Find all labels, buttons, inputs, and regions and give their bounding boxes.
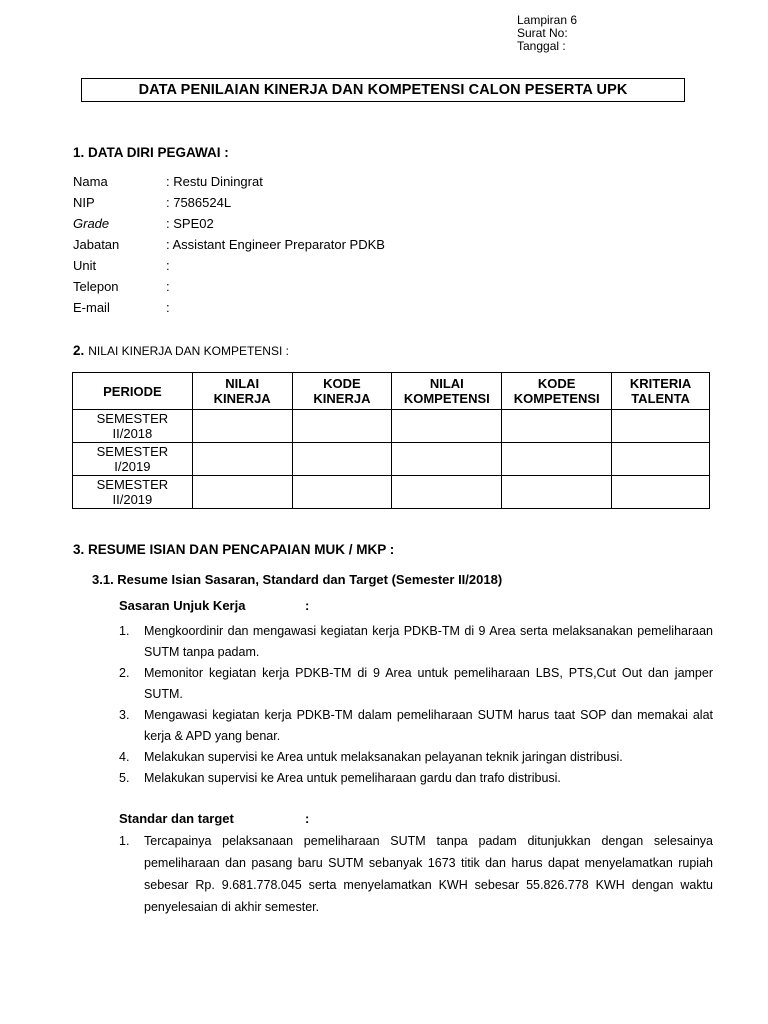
field-label: Jabatan: [73, 237, 120, 252]
section3-1-heading: 3.1. Resume Isian Sasaran, Standard dan Target (Semester II/2018): [92, 572, 503, 587]
list-item: 5. Melakukan supervisi ke Area untuk pemeliharaan gardu dan trafo distribusi.: [119, 771, 561, 785]
list-item: 1. Mengkoordinir dan mengawasi kegiatan kerja PDKB-TM di 9 Area serta melaksanakan pemeliharaan SUTM tanpa padam.: [119, 624, 713, 659]
lampiran-text: Lampiran 6: [517, 13, 578, 27]
section3-heading: 3. RESUME ISIAN DAN PENCAPAIAN MUK / MKP :: [73, 542, 395, 557]
column-header-kode-kinerja: KODE KINERJA: [292, 373, 392, 410]
empty-cell: [502, 410, 612, 443]
column-header-nilai-kompetensi: NILAI KOMPETENSI: [392, 373, 502, 410]
field-label: Grade: [73, 216, 110, 231]
sasaran-list: [119, 621, 713, 789]
empty-cell: [192, 476, 292, 509]
field-value: : SPE02: [166, 216, 214, 231]
section2-number: 2.: [73, 343, 85, 358]
empty-cell: [502, 443, 612, 476]
table-header-row: [73, 373, 710, 410]
field-label: Unit: [73, 258, 97, 273]
column-header-periode: PERIODE: [73, 373, 193, 410]
periode-cell: SEMESTER II/2019: [73, 476, 193, 509]
empty-cell: [292, 443, 392, 476]
table-row: [73, 476, 710, 509]
empty-cell: [612, 476, 710, 509]
section2-title: NILAI KINERJA DAN KOMPETENSI :: [88, 344, 289, 358]
employee-data-fields: [73, 174, 573, 324]
table-row: [73, 443, 710, 476]
field-label: Telepon: [73, 279, 119, 294]
empty-cell: [612, 410, 710, 443]
document-reference-block: [517, 14, 577, 53]
column-header-nilai-kinerja: NILAI KINERJA: [192, 373, 292, 410]
sasaran-colon: :: [305, 598, 310, 613]
empty-cell: [502, 476, 612, 509]
column-header-kode-kompetensi: KODE KOMPETENSI: [502, 373, 612, 410]
list-item: 3. Mengawasi kegiatan kerja PDKB-TM dalam pemeliharaan SUTM harus taat SOP dan memakai alat kerja & APD yang benar.: [119, 708, 713, 743]
section1-heading: 1. DATA DIRI PEGAWAI :: [73, 145, 229, 160]
empty-cell: [392, 410, 502, 443]
empty-cell: [392, 476, 502, 509]
document-title: DATA PENILAIAN KINERJA DAN KOMPETENSI CALON PESERTA UPK: [81, 78, 685, 102]
empty-cell: [292, 476, 392, 509]
field-value: :: [166, 258, 170, 273]
field-label: E-mail: [73, 300, 110, 315]
field-label: NIP: [73, 195, 95, 210]
standar-list: [119, 830, 713, 918]
kinerja-kompetensi-table: [72, 372, 710, 509]
field-label: Nama: [73, 174, 108, 189]
field-value: :: [166, 279, 170, 294]
column-header-kriteria-talenta: KRITERIA TALENTA: [612, 373, 710, 410]
standar-colon: :: [305, 811, 310, 826]
section2-heading: [73, 343, 289, 358]
standar-label: Standar dan target: [119, 811, 234, 826]
periode-cell: SEMESTER I/2019: [73, 443, 193, 476]
table-row: [73, 410, 710, 443]
empty-cell: [192, 443, 292, 476]
field-value: : Restu Diningrat: [166, 174, 263, 189]
periode-cell: SEMESTER II/2018: [73, 410, 193, 443]
list-item: 4. Melakukan supervisi ke Area untuk melaksanakan pelayanan teknik jaringan distribusi.: [119, 750, 623, 764]
empty-cell: [292, 410, 392, 443]
tanggal-text: Tanggal :: [517, 39, 566, 53]
empty-cell: [612, 443, 710, 476]
field-value: : 7586524L: [166, 195, 232, 210]
sasaran-label: Sasaran Unjuk Kerja: [119, 598, 246, 613]
field-value: :: [166, 300, 170, 315]
field-value: : Assistant Engineer Preparator PDKB: [166, 237, 385, 252]
empty-cell: [192, 410, 292, 443]
empty-cell: [392, 443, 502, 476]
surat-no-text: Surat No:: [517, 26, 568, 40]
list-item: 1. Tercapainya pelaksanaan pemeliharaan SUTM tanpa padam ditunjukkan dengan selesainya pemeliharaan dan pasang baru SUTM sebanyak 1673 titik dan harus dapat menyelamatkan rupiah sebesar Rp. 9.681.778.045 serta menyelamatkan KWH sebesar 55.826.778 KWH dengan waktu penyelesaian di akhir semester.: [119, 834, 713, 914]
list-item: 2. Memonitor kegiatan kerja PDKB-TM di 9 Area untuk pemeliharaan LBS, PTS,Cut Out dan jamper SUTM.: [119, 666, 713, 701]
